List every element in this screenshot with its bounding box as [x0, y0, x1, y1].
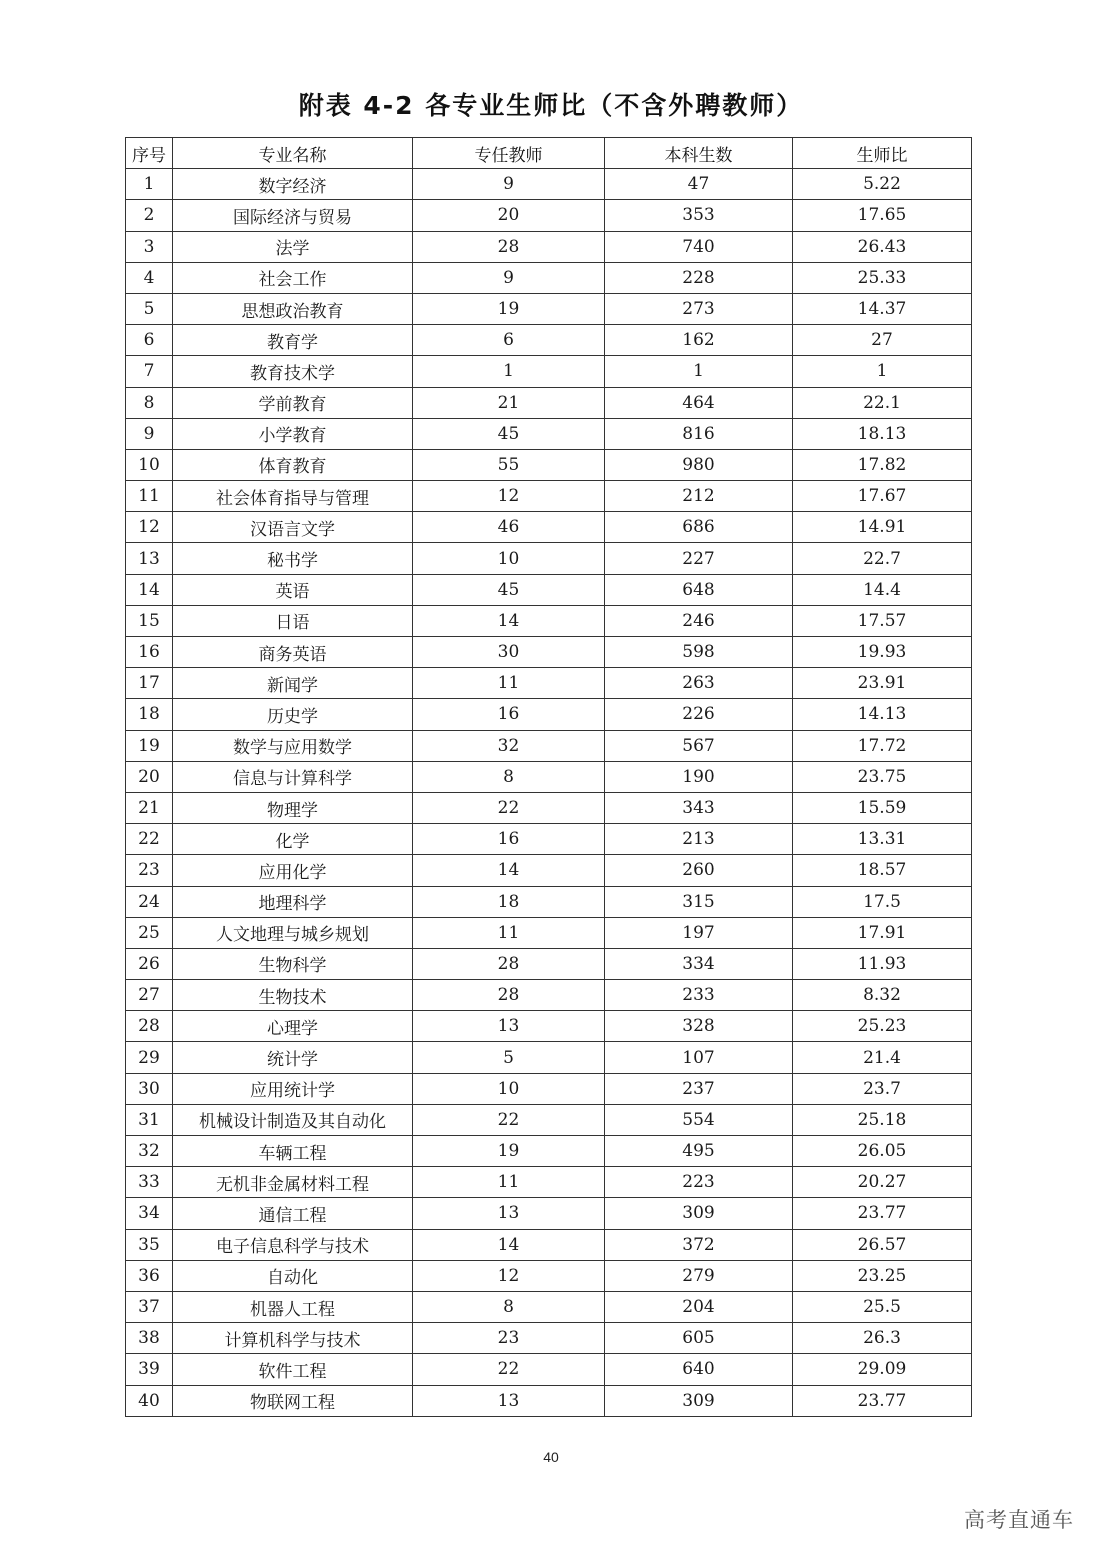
cell-index: 8 [126, 387, 173, 418]
cell-undergraduates: 279 [605, 1260, 793, 1291]
cell-major-name: 国际经济与贸易 [173, 200, 413, 231]
cell-ratio: 29.09 [793, 1354, 972, 1385]
header-major-name: 专业名称 [173, 138, 413, 169]
cell-index: 17 [126, 668, 173, 699]
table-row [126, 356, 972, 387]
cell-index: 12 [126, 512, 173, 543]
cell-full-time-teachers: 13 [413, 1198, 605, 1229]
cell-index: 24 [126, 886, 173, 917]
cell-ratio: 25.33 [793, 262, 972, 293]
cell-major-name: 信息与计算科学 [173, 761, 413, 792]
cell-index: 14 [126, 574, 173, 605]
cell-major-name: 自动化 [173, 1260, 413, 1291]
cell-undergraduates: 227 [605, 543, 793, 574]
cell-undergraduates: 980 [605, 449, 793, 480]
cell-index: 1 [126, 169, 173, 200]
cell-major-name: 人文地理与城乡规划 [173, 917, 413, 948]
cell-major-name: 化学 [173, 824, 413, 855]
cell-full-time-teachers: 18 [413, 886, 605, 917]
cell-major-name: 新闻学 [173, 668, 413, 699]
cell-undergraduates: 567 [605, 730, 793, 761]
cell-full-time-teachers: 9 [413, 169, 605, 200]
cell-ratio: 17.5 [793, 886, 972, 917]
table-row [126, 948, 972, 979]
cell-major-name: 英语 [173, 574, 413, 605]
cell-major-name: 小学教育 [173, 418, 413, 449]
cell-ratio: 8.32 [793, 980, 972, 1011]
cell-undergraduates: 47 [605, 169, 793, 200]
table-row [126, 824, 972, 855]
header-index: 序号 [126, 138, 173, 169]
cell-full-time-teachers: 28 [413, 948, 605, 979]
cell-full-time-teachers: 12 [413, 1260, 605, 1291]
table-row [126, 262, 972, 293]
cell-ratio: 17.57 [793, 605, 972, 636]
table-row [126, 886, 972, 917]
cell-undergraduates: 648 [605, 574, 793, 605]
cell-major-name: 无机非金属材料工程 [173, 1167, 413, 1198]
cell-ratio: 26.57 [793, 1229, 972, 1260]
cell-full-time-teachers: 21 [413, 387, 605, 418]
cell-ratio: 26.05 [793, 1136, 972, 1167]
table-row [126, 293, 972, 324]
cell-undergraduates: 190 [605, 761, 793, 792]
cell-major-name: 数字经济 [173, 169, 413, 200]
cell-ratio: 26.43 [793, 231, 972, 262]
cell-major-name: 生物技术 [173, 980, 413, 1011]
cell-undergraduates: 237 [605, 1073, 793, 1104]
table-row [126, 1229, 972, 1260]
cell-undergraduates: 605 [605, 1323, 793, 1354]
cell-ratio: 11.93 [793, 948, 972, 979]
cell-undergraduates: 495 [605, 1136, 793, 1167]
table-row [126, 1042, 972, 1073]
cell-full-time-teachers: 1 [413, 356, 605, 387]
cell-full-time-teachers: 13 [413, 1385, 605, 1416]
cell-major-name: 生物科学 [173, 948, 413, 979]
cell-undergraduates: 197 [605, 917, 793, 948]
cell-undergraduates: 226 [605, 699, 793, 730]
cell-undergraduates: 372 [605, 1229, 793, 1260]
table-row [126, 855, 972, 886]
cell-index: 15 [126, 605, 173, 636]
cell-major-name: 地理科学 [173, 886, 413, 917]
cell-major-name: 应用化学 [173, 855, 413, 886]
cell-ratio: 14.13 [793, 699, 972, 730]
table-row [126, 1323, 972, 1354]
table-row [126, 1260, 972, 1291]
page-title: 附表 4-2 各专业生师比（不含外聘教师） [298, 91, 804, 120]
cell-major-name: 机器人工程 [173, 1291, 413, 1322]
table-row [126, 699, 972, 730]
cell-undergraduates: 228 [605, 262, 793, 293]
cell-full-time-teachers: 46 [413, 512, 605, 543]
cell-full-time-teachers: 10 [413, 1073, 605, 1104]
cell-index: 2 [126, 200, 173, 231]
cell-index: 30 [126, 1073, 173, 1104]
cell-full-time-teachers: 23 [413, 1323, 605, 1354]
cell-full-time-teachers: 16 [413, 824, 605, 855]
cell-index: 33 [126, 1167, 173, 1198]
table-row [126, 980, 972, 1011]
cell-full-time-teachers: 22 [413, 792, 605, 823]
cell-full-time-teachers: 9 [413, 262, 605, 293]
cell-major-name: 社会工作 [173, 262, 413, 293]
cell-index: 19 [126, 730, 173, 761]
cell-undergraduates: 315 [605, 886, 793, 917]
table-row [126, 605, 972, 636]
cell-full-time-teachers: 14 [413, 1229, 605, 1260]
cell-ratio: 23.77 [793, 1385, 972, 1416]
cell-undergraduates: 464 [605, 387, 793, 418]
cell-index: 22 [126, 824, 173, 855]
cell-undergraduates: 212 [605, 481, 793, 512]
cell-ratio: 14.37 [793, 293, 972, 324]
cell-major-name: 统计学 [173, 1042, 413, 1073]
table-row [126, 730, 972, 761]
cell-undergraduates: 233 [605, 980, 793, 1011]
cell-index: 38 [126, 1323, 173, 1354]
table-header-row [126, 138, 972, 169]
cell-major-name: 机械设计制造及其自动化 [173, 1104, 413, 1135]
cell-index: 34 [126, 1198, 173, 1229]
table-row [126, 449, 972, 480]
cell-undergraduates: 343 [605, 792, 793, 823]
cell-full-time-teachers: 13 [413, 1011, 605, 1042]
header-undergraduates: 本科生数 [605, 138, 793, 169]
table-row [126, 1291, 972, 1322]
table-row [126, 231, 972, 262]
cell-ratio: 23.7 [793, 1073, 972, 1104]
cell-ratio: 23.91 [793, 668, 972, 699]
cell-major-name: 体育教育 [173, 449, 413, 480]
table-row [126, 512, 972, 543]
table-row [126, 1073, 972, 1104]
cell-ratio: 23.75 [793, 761, 972, 792]
cell-undergraduates: 1 [605, 356, 793, 387]
table-row [126, 1104, 972, 1135]
cell-index: 11 [126, 481, 173, 512]
table-row [126, 574, 972, 605]
watermark: 高考直通车 [964, 1508, 1074, 1532]
table-row [126, 387, 972, 418]
table-row [126, 418, 972, 449]
cell-full-time-teachers: 11 [413, 917, 605, 948]
cell-index: 4 [126, 262, 173, 293]
cell-major-name: 历史学 [173, 699, 413, 730]
table-row [126, 169, 972, 200]
cell-ratio: 17.67 [793, 481, 972, 512]
cell-index: 7 [126, 356, 173, 387]
cell-ratio: 1 [793, 356, 972, 387]
cell-full-time-teachers: 12 [413, 481, 605, 512]
cell-index: 3 [126, 231, 173, 262]
cell-ratio: 26.3 [793, 1323, 972, 1354]
table-row [126, 792, 972, 823]
cell-undergraduates: 246 [605, 605, 793, 636]
cell-ratio: 15.59 [793, 792, 972, 823]
cell-full-time-teachers: 5 [413, 1042, 605, 1073]
table-row [126, 1011, 972, 1042]
cell-undergraduates: 328 [605, 1011, 793, 1042]
cell-index: 36 [126, 1260, 173, 1291]
table-row [126, 917, 972, 948]
page-number: 40 [543, 1449, 559, 1465]
cell-major-name: 心理学 [173, 1011, 413, 1042]
table-row [126, 668, 972, 699]
cell-full-time-teachers: 19 [413, 293, 605, 324]
table-row [126, 481, 972, 512]
cell-undergraduates: 309 [605, 1385, 793, 1416]
cell-full-time-teachers: 22 [413, 1104, 605, 1135]
cell-major-name: 数学与应用数学 [173, 730, 413, 761]
cell-index: 26 [126, 948, 173, 979]
cell-index: 27 [126, 980, 173, 1011]
cell-ratio: 25.5 [793, 1291, 972, 1322]
cell-ratio: 18.57 [793, 855, 972, 886]
cell-major-name: 教育学 [173, 325, 413, 356]
cell-undergraduates: 309 [605, 1198, 793, 1229]
cell-major-name: 物理学 [173, 792, 413, 823]
cell-full-time-teachers: 11 [413, 1167, 605, 1198]
cell-index: 18 [126, 699, 173, 730]
cell-undergraduates: 223 [605, 1167, 793, 1198]
cell-undergraduates: 598 [605, 637, 793, 668]
cell-ratio: 14.4 [793, 574, 972, 605]
cell-undergraduates: 204 [605, 1291, 793, 1322]
cell-ratio: 25.23 [793, 1011, 972, 1042]
cell-index: 5 [126, 293, 173, 324]
cell-full-time-teachers: 16 [413, 699, 605, 730]
cell-ratio: 25.18 [793, 1104, 972, 1135]
table-row [126, 1385, 972, 1416]
cell-full-time-teachers: 45 [413, 574, 605, 605]
cell-full-time-teachers: 8 [413, 761, 605, 792]
cell-index: 35 [126, 1229, 173, 1260]
cell-undergraduates: 554 [605, 1104, 793, 1135]
cell-ratio: 17.91 [793, 917, 972, 948]
cell-major-name: 思想政治教育 [173, 293, 413, 324]
cell-full-time-teachers: 55 [413, 449, 605, 480]
cell-ratio: 18.13 [793, 418, 972, 449]
cell-major-name: 物联网工程 [173, 1385, 413, 1416]
cell-major-name: 电子信息科学与技术 [173, 1229, 413, 1260]
table-row [126, 200, 972, 231]
header-ratio: 生师比 [793, 138, 972, 169]
cell-major-name: 通信工程 [173, 1198, 413, 1229]
cell-index: 29 [126, 1042, 173, 1073]
cell-full-time-teachers: 30 [413, 637, 605, 668]
cell-index: 25 [126, 917, 173, 948]
cell-undergraduates: 162 [605, 325, 793, 356]
cell-ratio: 20.27 [793, 1167, 972, 1198]
cell-full-time-teachers: 28 [413, 980, 605, 1011]
cell-full-time-teachers: 22 [413, 1354, 605, 1385]
cell-index: 39 [126, 1354, 173, 1385]
table-row [126, 543, 972, 574]
cell-major-name: 社会体育指导与管理 [173, 481, 413, 512]
cell-full-time-teachers: 28 [413, 231, 605, 262]
cell-full-time-teachers: 20 [413, 200, 605, 231]
table-row [126, 325, 972, 356]
cell-major-name: 汉语言文学 [173, 512, 413, 543]
student-teacher-ratio-table [125, 137, 972, 1417]
cell-ratio: 22.1 [793, 387, 972, 418]
cell-undergraduates: 213 [605, 824, 793, 855]
cell-index: 13 [126, 543, 173, 574]
cell-full-time-teachers: 19 [413, 1136, 605, 1167]
cell-undergraduates: 740 [605, 231, 793, 262]
cell-major-name: 秘书学 [173, 543, 413, 574]
cell-full-time-teachers: 14 [413, 605, 605, 636]
table-row [126, 637, 972, 668]
cell-index: 28 [126, 1011, 173, 1042]
cell-index: 6 [126, 325, 173, 356]
cell-ratio: 23.77 [793, 1198, 972, 1229]
table-body [126, 169, 972, 1417]
cell-full-time-teachers: 10 [413, 543, 605, 574]
cell-ratio: 22.7 [793, 543, 972, 574]
cell-full-time-teachers: 32 [413, 730, 605, 761]
cell-undergraduates: 353 [605, 200, 793, 231]
cell-major-name: 商务英语 [173, 637, 413, 668]
cell-undergraduates: 686 [605, 512, 793, 543]
cell-undergraduates: 263 [605, 668, 793, 699]
cell-index: 31 [126, 1104, 173, 1135]
cell-ratio: 17.65 [793, 200, 972, 231]
cell-index: 37 [126, 1291, 173, 1322]
cell-index: 16 [126, 637, 173, 668]
cell-index: 9 [126, 418, 173, 449]
table-row [126, 1167, 972, 1198]
cell-ratio: 27 [793, 325, 972, 356]
cell-undergraduates: 816 [605, 418, 793, 449]
cell-undergraduates: 273 [605, 293, 793, 324]
cell-index: 10 [126, 449, 173, 480]
cell-major-name: 法学 [173, 231, 413, 262]
cell-ratio: 5.22 [793, 169, 972, 200]
cell-index: 40 [126, 1385, 173, 1416]
cell-undergraduates: 640 [605, 1354, 793, 1385]
cell-ratio: 14.91 [793, 512, 972, 543]
cell-major-name: 车辆工程 [173, 1136, 413, 1167]
cell-undergraduates: 107 [605, 1042, 793, 1073]
table-row [126, 1136, 972, 1167]
cell-full-time-teachers: 8 [413, 1291, 605, 1322]
cell-undergraduates: 334 [605, 948, 793, 979]
cell-major-name: 应用统计学 [173, 1073, 413, 1104]
cell-index: 21 [126, 792, 173, 823]
table-row [126, 1198, 972, 1229]
cell-major-name: 学前教育 [173, 387, 413, 418]
table-row [126, 1354, 972, 1385]
table-row [126, 761, 972, 792]
cell-major-name: 日语 [173, 605, 413, 636]
cell-ratio: 23.25 [793, 1260, 972, 1291]
cell-full-time-teachers: 14 [413, 855, 605, 886]
cell-ratio: 21.4 [793, 1042, 972, 1073]
cell-full-time-teachers: 45 [413, 418, 605, 449]
cell-major-name: 教育技术学 [173, 356, 413, 387]
cell-ratio: 19.93 [793, 637, 972, 668]
cell-major-name: 计算机科学与技术 [173, 1323, 413, 1354]
header-full-time-teachers: 专任教师 [413, 138, 605, 169]
cell-undergraduates: 260 [605, 855, 793, 886]
cell-full-time-teachers: 11 [413, 668, 605, 699]
cell-index: 20 [126, 761, 173, 792]
cell-ratio: 17.72 [793, 730, 972, 761]
cell-index: 32 [126, 1136, 173, 1167]
cell-full-time-teachers: 6 [413, 325, 605, 356]
cell-ratio: 13.31 [793, 824, 972, 855]
cell-index: 23 [126, 855, 173, 886]
cell-ratio: 17.82 [793, 449, 972, 480]
cell-major-name: 软件工程 [173, 1354, 413, 1385]
